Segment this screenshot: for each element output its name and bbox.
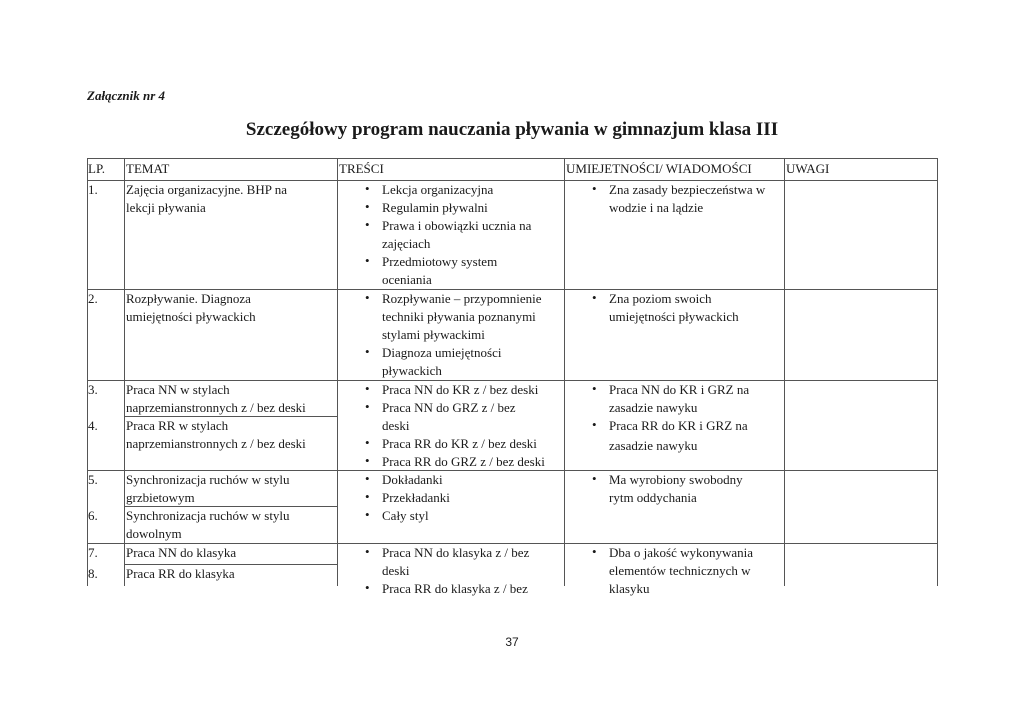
temat-1 [126,181,287,217]
temat-7 [126,544,236,562]
lp-3: 3. [88,382,98,397]
bullet-icon: • [365,381,370,396]
temat-2-line: Rozpływanie. Diagnoza [126,291,251,306]
list-item: • Ma wyrobiony swobodny rytm oddychania [592,471,743,505]
lp-1: 1. [88,182,98,197]
umiejetnosci-list-5 [592,544,754,598]
bullet-icon: • [365,453,370,468]
temat-7-line: Praca NN do klasyka [126,545,237,560]
lp-4: 4. [88,418,98,433]
temat-4-line: naprzemianstronnych z / bez deski [126,436,306,451]
tresci-list-4 [365,471,450,525]
temat-4-line: Praca RR w stylach [126,418,229,433]
list-item: • Praca NN do GRZ z / bez deski [365,399,516,433]
umiejetnosci-list-1 [592,181,766,217]
temat-5-line: grzbietowym [126,490,195,505]
list-item: • Zna zasady bezpieczeństwa w wodzie i na lądzie [592,181,766,215]
header-temat: TEMAT [126,161,170,176]
tresci-list-2 [365,290,542,380]
umiejetnosci-list-3 [592,381,750,455]
lp-7: 7. [88,545,98,560]
curriculum-table [87,158,938,596]
bullet-icon: • [365,344,370,359]
list-item: • Diagnoza umiejętności pływackich [365,344,502,378]
bullet-icon: • [365,290,370,305]
list-item: • Praca NN do klasyka z / bez deski [365,544,530,578]
temat-8-line: Praca RR do klasyka [126,566,235,581]
temat-1-line: lekcji pływania [126,200,206,215]
header-lp: LP. [88,161,105,176]
header-umiejetnosci: UMIEJETNOŚCI/ WIADOMOŚCI [566,161,752,176]
bullet-icon: • [592,417,597,432]
lp-8: 8. [88,566,98,581]
temat-1-line: Zajęcia organizacyjne. BHP na [126,182,287,197]
temat-5-line: Synchronizacja ruchów w stylu [126,472,290,487]
header-tresci: TREŚCI [339,161,384,176]
list-item: • Dokładanki [365,471,443,487]
bullet-icon: • [365,399,370,414]
bullet-icon: • [592,471,597,486]
bullet-icon: • [592,381,597,396]
umiejetnosci-list-2 [592,290,739,326]
bullet-icon: • [365,181,370,196]
list-item: • Prawa i obowiązki ucznia na zajęciach [365,217,532,251]
bullet-icon: • [365,435,370,450]
tresci-list-5 [365,544,530,598]
list-item: • Praca RR do KR z / bez deski [365,435,537,451]
tresci-list-1 [365,181,532,289]
temat-2 [126,290,256,326]
bullet-icon: • [365,253,370,268]
temat-6-line: dowolnym [126,526,182,541]
list-item: • Praca RR do klasyka z / bez [365,580,528,596]
list-item: • Praca RR do KR i GRZ na zasadzie nawyku [592,417,748,453]
temat-4 [126,417,306,453]
bullet-icon: • [365,199,370,214]
bullet-icon: • [365,489,370,504]
temat-8 [126,565,235,583]
bullet-icon: • [592,181,597,196]
bullet-icon: • [365,544,370,559]
temat-3-line: Praca NN w stylach [126,382,230,397]
temat-5 [126,471,290,507]
list-item: • Praca RR do GRZ z / bez deski [365,453,545,469]
list-item: • Przekładanki [365,489,450,505]
list-item: • Praca NN do KR i GRZ na zasadzie nawyku [592,381,750,415]
list-item: • Rozpływanie – przypomnienie techniki pływania poznanymi stylami pływackimi [365,290,542,342]
tresci-list-3 [365,381,545,471]
bullet-icon: • [365,471,370,486]
temat-3 [126,381,306,417]
bullet-icon: • [365,217,370,232]
page-number: 37 [505,635,519,649]
bullet-icon: • [365,580,370,595]
temat-6 [126,507,290,543]
temat-3-line: naprzemianstronnych z / bez deski [126,400,306,415]
header-uwagi: UWAGI [786,161,830,176]
page-title: Szczegółowy program nauczania pływania w gimnazjum klasa III [245,119,779,140]
list-item: • Cały styl [365,507,429,523]
list-item: • Praca NN do KR z / bez deski [365,381,539,397]
lp-6: 6. [88,508,98,523]
annex-label: Załącznik nr 4 [87,88,166,103]
bullet-icon: • [592,290,597,305]
list-item: • Lekcja organizacyjna [365,181,494,197]
lp-5: 5. [88,472,98,487]
temat-2-line: umiejętności pływackich [126,309,256,324]
list-item: • Przedmiotowy system oceniania [365,253,498,287]
lp-2: 2. [88,291,98,306]
list-item: • Zna poziom swoich umiejętności pływackich [592,290,739,324]
umiejetnosci-list-4 [592,471,743,507]
bullet-icon: • [592,544,597,559]
list-item: • Regulamin pływalni [365,199,488,215]
list-item: • Dba o jakość wykonywania elementów technicznych w klasyku [592,544,754,596]
temat-6-line: Synchronizacja ruchów w stylu [126,508,290,523]
bullet-icon: • [365,507,370,522]
